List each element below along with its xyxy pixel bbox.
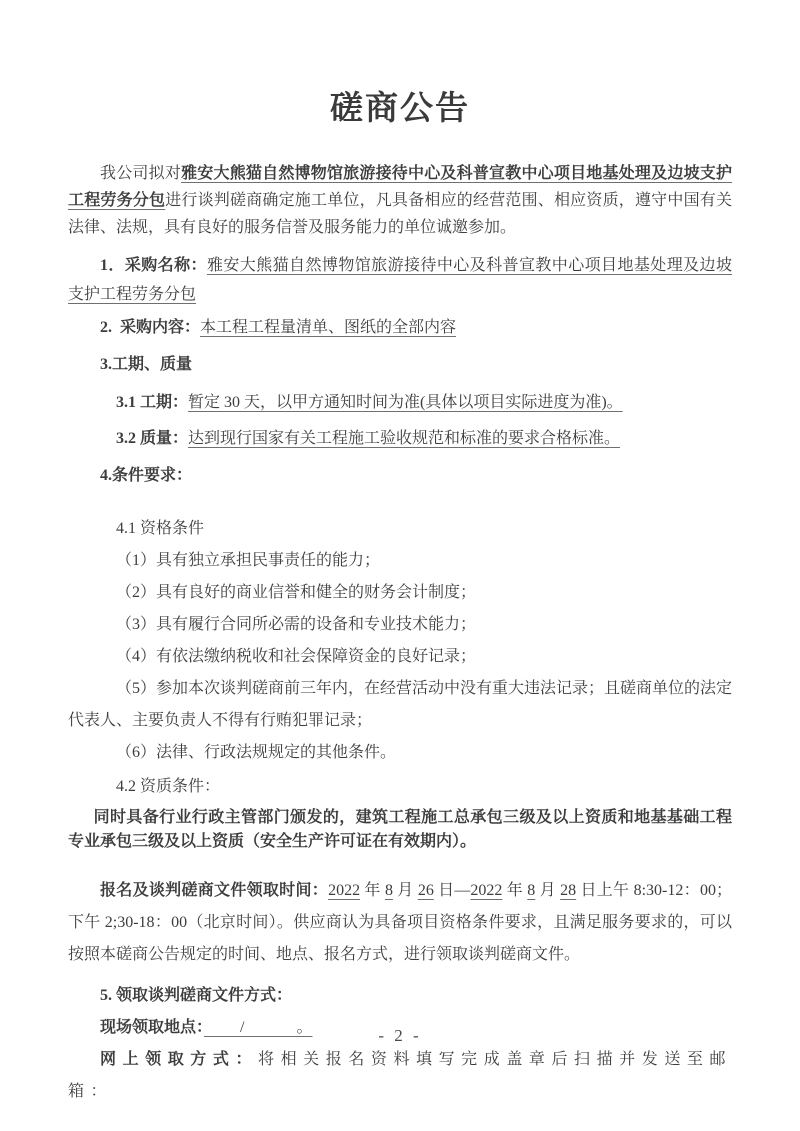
registration-day-1: 26 — [417, 882, 434, 899]
registration-month-2: 8 — [527, 882, 536, 899]
procurement-content-value: 本工程工程量清单、图纸的全部内容 — [200, 319, 457, 336]
online-pickup-value: 将相关报名资料填写完成盖章后扫描并发送至邮箱： — [68, 1051, 732, 1100]
registration-unit-month-2: 月 — [535, 882, 561, 899]
onsite-pickup-blank: / 。 — [204, 1019, 313, 1036]
procurement-name-value: 雅安大熊猫自然博物馆旅游接待中心及科普宣教中心项目地基处理及边坡支护工程劳务分包 — [68, 257, 732, 303]
condition-item-1: （1）具有独立承担民事责任的能力； — [116, 552, 381, 569]
registration-tail-text: 日上午 8:30-12：00；下午 2;30-18：00（北京时间）。供应商认为具备项目资格条件要求，且满足服务要求的，可以按照本磋商公告规定的时间、地点、报名方式，进行领取谈判磋商文件。 — [68, 882, 732, 963]
condition-item-2: （2）具有良好的商业信誉和健全的财务会计制度； — [116, 584, 477, 601]
quality-label: 3.2 质量： — [116, 430, 189, 447]
requirements-heading: 4.条件要求： — [100, 467, 193, 484]
intro-paragraph — [68, 160, 732, 241]
registration-unit-year-1: 年 — [360, 882, 385, 899]
duration-value: 暂定 30 天，以甲方通知时间为准(具体以项目实际进度为准)。 — [188, 394, 623, 411]
pickup-method-heading: 5. 领取谈判磋商文件方式： — [100, 987, 293, 1004]
registration-time-label: 报名及谈判磋商文件领取时间： — [100, 882, 329, 899]
registration-unit-year-2: 年 — [502, 882, 528, 899]
intro-lead-text: 我公司拟对 — [100, 165, 182, 182]
qualification-heading: 4.1 资格条件 — [116, 520, 205, 537]
procurement-name-label: 1．采购名称： — [100, 257, 207, 274]
registration-year-1: 2022 — [328, 882, 361, 899]
credential-heading: 4.2 资质条件： — [116, 778, 221, 795]
registration-day-2: 28 — [560, 882, 577, 899]
procurement-name-line — [68, 251, 732, 309]
intro-tail-text: 进行谈判磋商确定施工单位，凡具备相应的经营范围、相应资质，遵守中国有关法律、法规，具有良好的服务信誉及服务能力的单位诚邀参加。 — [68, 192, 732, 236]
duration-line — [68, 391, 732, 414]
procurement-content-line — [68, 317, 732, 338]
online-pickup-line — [68, 1044, 732, 1108]
intro-project-name: 雅安大熊猫自然博物馆旅游接待中心及科普宣教中心项目地基处理及边坡支护工程劳务分包 — [68, 165, 732, 209]
online-pickup-label: 网上领取方式： — [100, 1051, 259, 1068]
registration-time-paragraph — [68, 875, 732, 971]
condition-item-4: （4）有依法缴纳税收和社会保障资金的良好记录； — [116, 648, 477, 665]
quality-line — [68, 427, 732, 450]
condition-item-6: （6）法律、行政法规规定的其他条件。 — [116, 744, 397, 761]
page-number: - 2 - — [378, 1026, 422, 1045]
registration-unit-month-1: 月 — [392, 882, 418, 899]
onsite-pickup-label: 现场领取地点： — [100, 1019, 205, 1036]
registration-year-2: 2022 — [470, 882, 503, 899]
condition-item-3: （3）具有履行合同所必需的设备和专业技术能力； — [116, 616, 477, 633]
procurement-content-label: 2. 采购内容： — [100, 319, 201, 336]
credential-requirement: 同时具备行业行政主管部门颁发的，建筑工程施工总承包三级及以上资质和地基基础工程专业承包三级及以上资质（安全生产许可证在有效期内）。 — [68, 809, 732, 850]
registration-month-1: 8 — [384, 882, 393, 899]
condition-item-5: （5）参加本次谈判磋商前三年内，在经营活动中没有重大违法记录；且磋商单位的法定代表人、主要负责人不得有行贿犯罪记录； — [68, 680, 733, 729]
duration-label: 3.1 工期： — [116, 394, 189, 411]
quality-value: 达到现行国家有关工程施工验收规范和标准的要求合格标准。 — [188, 430, 621, 447]
document-title: 磋商公告 — [330, 91, 470, 127]
schedule-quality-heading: 3.工期、质量 — [100, 356, 193, 373]
registration-unit-day-1: 日— — [433, 882, 471, 899]
